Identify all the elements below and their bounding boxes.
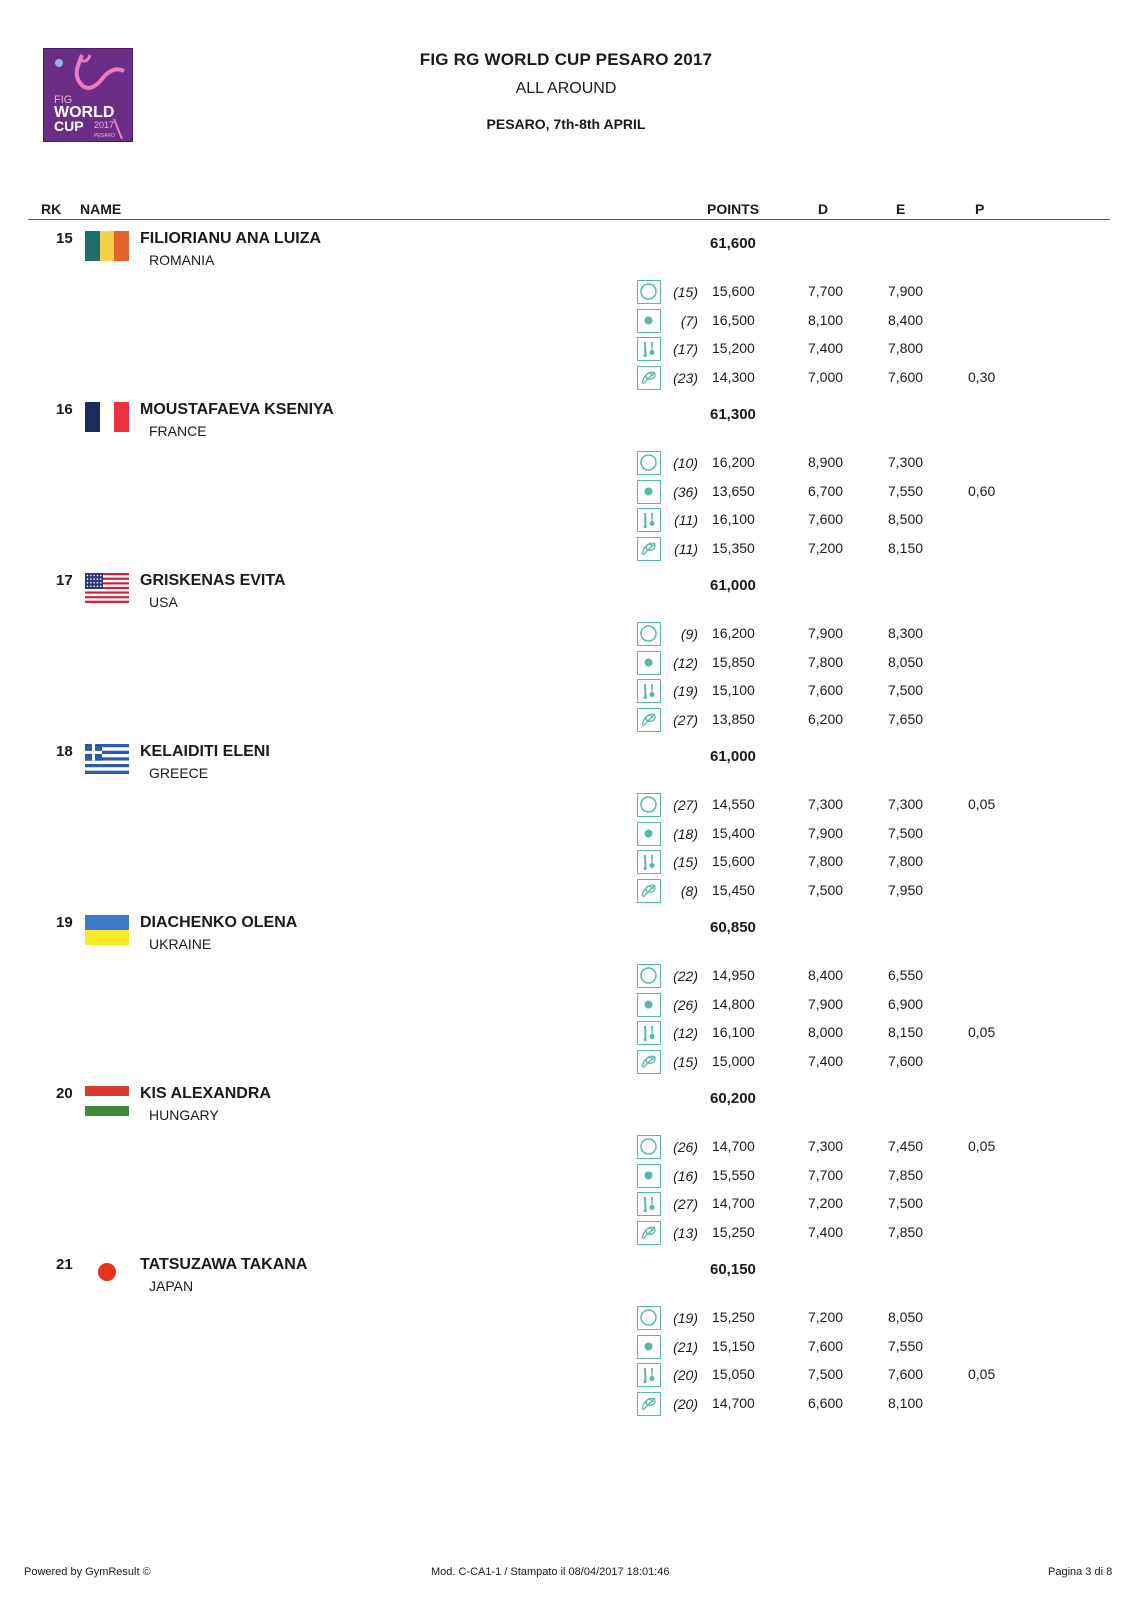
difficulty-score: 7,200 (808, 1195, 844, 1212)
apparatus-row (0, 993, 1132, 1021)
difficulty-score: 7,400 (808, 340, 844, 357)
document-title: FIG RG WORLD CUP PESARO 2017 (419, 50, 713, 69)
difficulty-score: 7,900 (808, 625, 844, 641)
difficulty-score: 7,300 (808, 1138, 844, 1154)
difficulty-score: 7,000 (808, 369, 844, 386)
apparatus-rank: (8) (680, 883, 698, 900)
apparatus-row (0, 1021, 1132, 1049)
athlete-name: KIS ALEXANDRA (140, 1085, 271, 1102)
difficulty-score: 8,400 (808, 967, 844, 983)
apparatus-score: 14,300 (712, 369, 755, 386)
apparatus-rank: (13) (673, 1225, 698, 1242)
difficulty-score: 6,700 (808, 482, 844, 499)
apparatus-row (0, 1164, 1132, 1192)
apparatus-row (0, 508, 1132, 536)
penalty-score: 0,60 (968, 482, 996, 499)
apparatus-score: 15,150 (712, 1337, 755, 1354)
athlete-name: DIACHENKO OLENA (140, 914, 298, 931)
athlete-block (0, 914, 1132, 1084)
apparatus-rank: (11) (674, 541, 698, 558)
apparatus-score: 15,400 (712, 824, 755, 841)
apparatus-rank: (26) (673, 996, 698, 1013)
execution-score: 7,450 (888, 1138, 924, 1154)
apparatus-score: 14,700 (712, 1138, 755, 1154)
athlete-block (0, 743, 1132, 913)
ball-icon (637, 309, 661, 333)
footer-powered-by: Powered by GymResult © (24, 1566, 151, 1578)
column-header-rk: RK (41, 201, 62, 217)
difficulty-score: 8,900 (808, 454, 844, 470)
apparatus-rank: (20) (673, 1367, 698, 1384)
execution-score: 7,500 (888, 824, 924, 841)
document-subtitle: ALL AROUND (515, 80, 617, 97)
apparatus-rank: (19) (673, 1310, 698, 1326)
apparatus-row (0, 451, 1132, 479)
clubs-icon (637, 679, 661, 703)
apparatus-score: 16,200 (712, 625, 755, 641)
penalty-score: 0,30 (968, 369, 996, 386)
difficulty-score: 7,400 (808, 1224, 844, 1241)
difficulty-score: 8,100 (808, 311, 844, 328)
column-header-points: POINTS (707, 201, 760, 217)
apparatus-row (0, 822, 1132, 850)
execution-score: 8,050 (888, 1309, 924, 1325)
apparatus-rank: (27) (673, 712, 698, 729)
difficulty-score: 7,600 (808, 1337, 844, 1354)
apparatus-score: 16,500 (712, 311, 755, 328)
athlete-block (0, 230, 1132, 400)
athlete-rank: 18 (56, 743, 73, 760)
difficulty-score: 7,300 (808, 796, 844, 812)
hoop-icon (637, 280, 661, 304)
athlete-rank: 21 (56, 1256, 73, 1273)
apparatus-row (0, 622, 1132, 650)
apparatus-score: 15,550 (712, 1166, 755, 1183)
clubs-icon (637, 1192, 661, 1216)
athlete-country: ROMANIA (149, 252, 215, 268)
apparatus-row (0, 309, 1132, 337)
penalty-score: 0,05 (968, 796, 996, 812)
ribbon-icon (637, 366, 661, 390)
execution-score: 7,600 (888, 1053, 924, 1070)
difficulty-score: 7,500 (808, 882, 844, 899)
athlete-country: USA (149, 594, 178, 610)
ball-icon (637, 822, 661, 846)
apparatus-rank: (27) (673, 1196, 698, 1213)
apparatus-row (0, 793, 1132, 821)
apparatus-score: 15,250 (712, 1224, 755, 1241)
svg-text:PESARO: PESARO (94, 133, 115, 139)
apparatus-row (0, 337, 1132, 365)
athlete-block (0, 572, 1132, 742)
athlete-block (0, 401, 1132, 571)
apparatus-row (0, 708, 1132, 736)
apparatus-rank: (26) (673, 1139, 698, 1155)
apparatus-score: 15,600 (712, 283, 755, 299)
apparatus-rank: (20) (673, 1396, 698, 1413)
apparatus-rank: (18) (673, 825, 698, 842)
clubs-icon (637, 1363, 661, 1387)
apparatus-score: 16,100 (712, 511, 755, 528)
apparatus-row (0, 280, 1132, 308)
execution-score: 7,600 (888, 1366, 924, 1383)
apparatus-score: 15,600 (712, 853, 755, 870)
execution-score: 8,100 (888, 1395, 924, 1412)
apparatus-rank: (12) (673, 1025, 698, 1042)
apparatus-rank: (21) (673, 1338, 698, 1355)
apparatus-score: 15,250 (712, 1309, 755, 1325)
execution-score: 7,550 (888, 1337, 924, 1354)
ball-icon (637, 1164, 661, 1188)
apparatus-score: 14,550 (712, 796, 755, 812)
execution-score: 7,950 (888, 882, 924, 899)
apparatus-row (0, 850, 1132, 878)
execution-score: 7,500 (888, 682, 924, 699)
column-header-p: P (975, 201, 985, 217)
apparatus-score: 16,100 (712, 1024, 755, 1041)
flag-japan-icon (85, 1257, 129, 1287)
clubs-icon (637, 850, 661, 874)
apparatus-score: 15,350 (712, 540, 755, 557)
apparatus-rank: (10) (673, 455, 698, 471)
difficulty-score: 7,800 (808, 653, 844, 670)
apparatus-rank: (12) (673, 654, 698, 671)
execution-score: 7,800 (888, 340, 924, 357)
difficulty-score: 6,200 (808, 711, 844, 728)
flag-france-icon (85, 402, 129, 432)
difficulty-score: 7,200 (808, 1309, 844, 1325)
apparatus-score: 15,100 (712, 682, 755, 699)
apparatus-score: 14,800 (712, 995, 755, 1012)
apparatus-score: 15,050 (712, 1366, 755, 1383)
ribbon-icon (637, 1392, 661, 1416)
ribbon-icon (637, 879, 661, 903)
difficulty-score: 8,000 (808, 1024, 844, 1041)
ribbon-icon (637, 537, 661, 561)
difficulty-score: 7,200 (808, 540, 844, 557)
apparatus-row (0, 1392, 1132, 1420)
athlete-rank: 16 (56, 401, 73, 418)
apparatus-score: 13,850 (712, 711, 755, 728)
ball-icon (637, 480, 661, 504)
execution-score: 7,600 (888, 369, 924, 386)
venue-date: PESARO, 7th-8th APRIL (486, 116, 646, 132)
ribbon-icon (637, 1050, 661, 1074)
apparatus-rank: (16) (673, 1167, 698, 1184)
athlete-name: MOUSTAFAEVA KSENIYA (140, 401, 334, 418)
flag-hungary-icon (85, 1086, 129, 1116)
execution-score: 8,300 (888, 625, 924, 641)
apparatus-rank: (22) (673, 968, 698, 984)
execution-score: 8,500 (888, 511, 924, 528)
athlete-name: TATSUZAWA TAKANA (140, 1256, 308, 1273)
column-header-name: NAME (80, 201, 122, 217)
apparatus-score: 15,200 (712, 340, 755, 357)
apparatus-score: 16,200 (712, 454, 755, 470)
apparatus-rank: (11) (674, 512, 698, 529)
apparatus-row (0, 964, 1132, 992)
apparatus-row (0, 1306, 1132, 1334)
apparatus-row (0, 1135, 1132, 1163)
apparatus-row (0, 480, 1132, 508)
athlete-country: GREECE (149, 765, 209, 781)
apparatus-row (0, 1335, 1132, 1363)
execution-score: 7,650 (888, 711, 924, 728)
apparatus-rank: (15) (673, 1054, 698, 1071)
apparatus-row (0, 879, 1132, 907)
athlete-block (0, 1085, 1132, 1255)
execution-score: 6,550 (888, 967, 924, 983)
athlete-total-points: 61,000 (710, 748, 756, 765)
athlete-total-points: 61,600 (710, 235, 756, 252)
hoop-icon (637, 622, 661, 646)
execution-score: 7,550 (888, 482, 924, 499)
clubs-icon (637, 1021, 661, 1045)
athlete-rank: 20 (56, 1085, 73, 1102)
clubs-icon (637, 508, 661, 532)
difficulty-score: 7,600 (808, 511, 844, 528)
difficulty-score: 7,500 (808, 1366, 844, 1383)
ribbon-icon (637, 708, 661, 732)
execution-score: 7,300 (888, 454, 924, 470)
athlete-country: FRANCE (149, 423, 207, 439)
athlete-total-points: 60,200 (710, 1090, 756, 1107)
apparatus-rank: (9) (680, 626, 698, 642)
execution-score: 7,300 (888, 796, 924, 812)
flag-greece-icon (85, 744, 129, 774)
apparatus-score: 15,850 (712, 653, 755, 670)
flag-romania-icon (85, 231, 129, 261)
apparatus-score: 15,450 (712, 882, 755, 899)
clubs-icon (637, 337, 661, 361)
hoop-icon (637, 1135, 661, 1159)
apparatus-rank: (7) (680, 312, 698, 329)
execution-score: 8,150 (888, 1024, 924, 1041)
difficulty-score: 7,600 (808, 682, 844, 699)
column-header-e: E (896, 201, 906, 217)
execution-score: 8,050 (888, 653, 924, 670)
apparatus-rank: (36) (673, 483, 698, 500)
athlete-block (0, 1256, 1132, 1426)
apparatus-rank: (17) (673, 341, 698, 358)
apparatus-rank: (15) (673, 854, 698, 871)
header-rule (28, 219, 1110, 220)
apparatus-row (0, 1221, 1132, 1249)
execution-score: 6,900 (888, 995, 924, 1012)
ball-icon (637, 1335, 661, 1359)
difficulty-score: 7,700 (808, 283, 844, 299)
column-header-d: D (818, 201, 829, 217)
svg-text:CUP: CUP (54, 118, 84, 134)
difficulty-score: 7,400 (808, 1053, 844, 1070)
apparatus-row (0, 651, 1132, 679)
athlete-name: FILIORIANU ANA LUIZA (140, 230, 322, 247)
execution-score: 7,850 (888, 1224, 924, 1241)
ball-icon (637, 993, 661, 1017)
penalty-score: 0,05 (968, 1138, 996, 1154)
hoop-icon (637, 964, 661, 988)
apparatus-row (0, 1050, 1132, 1078)
ribbon-icon (637, 1221, 661, 1245)
difficulty-score: 7,800 (808, 853, 844, 870)
apparatus-row (0, 679, 1132, 707)
apparatus-row (0, 1363, 1132, 1391)
apparatus-score: 14,700 (712, 1395, 755, 1412)
hoop-icon (637, 451, 661, 475)
execution-score: 7,900 (888, 283, 924, 299)
difficulty-score: 6,600 (808, 1395, 844, 1412)
athlete-country: HUNGARY (149, 1107, 219, 1123)
flag-usa-icon (85, 573, 129, 603)
athlete-total-points: 61,300 (710, 406, 756, 423)
difficulty-score: 7,900 (808, 824, 844, 841)
apparatus-score: 14,700 (712, 1195, 755, 1212)
hoop-icon (637, 1306, 661, 1330)
hoop-icon (637, 793, 661, 817)
athlete-rank: 19 (56, 914, 73, 931)
execution-score: 7,800 (888, 853, 924, 870)
apparatus-score: 13,650 (712, 482, 755, 499)
penalty-score: 0,05 (968, 1366, 996, 1383)
apparatus-row (0, 366, 1132, 394)
athlete-country: JAPAN (149, 1278, 194, 1294)
athlete-total-points: 61,000 (710, 577, 756, 594)
flag-ukraine-icon (85, 915, 129, 945)
svg-text:FIG: FIG (54, 94, 73, 106)
apparatus-rank: (23) (673, 370, 698, 387)
difficulty-score: 7,700 (808, 1166, 844, 1183)
athlete-total-points: 60,850 (710, 919, 756, 936)
svg-text:WORLD: WORLD (54, 104, 115, 121)
apparatus-rank: (15) (673, 284, 698, 300)
svg-text:2017: 2017 (94, 120, 115, 130)
footer-print-info: Mod. C-CA1-1 / Stampato il 08/04/2017 18:01:46 (431, 1566, 670, 1578)
apparatus-rank: (27) (673, 797, 698, 813)
ball-icon (637, 651, 661, 675)
athlete-total-points: 60,150 (710, 1261, 756, 1278)
athlete-rank: 15 (56, 230, 73, 247)
penalty-score: 0,05 (968, 1024, 996, 1041)
difficulty-score: 7,900 (808, 995, 844, 1012)
apparatus-row (0, 537, 1132, 565)
apparatus-rank: (19) (673, 683, 698, 700)
athlete-rank: 17 (56, 572, 73, 589)
execution-score: 8,150 (888, 540, 924, 557)
athlete-name: GRISKENAS EVITA (140, 572, 286, 589)
execution-score: 7,500 (888, 1195, 924, 1212)
athlete-name: KELAIDITI ELENI (140, 743, 270, 760)
apparatus-row (0, 1192, 1132, 1220)
execution-score: 8,400 (888, 311, 924, 328)
footer-page-number: Pagina 3 di 8 (1048, 1566, 1113, 1578)
apparatus-score: 14,950 (712, 967, 755, 983)
apparatus-score: 15,000 (712, 1053, 755, 1070)
execution-score: 7,850 (888, 1166, 924, 1183)
athlete-country: UKRAINE (149, 936, 212, 952)
